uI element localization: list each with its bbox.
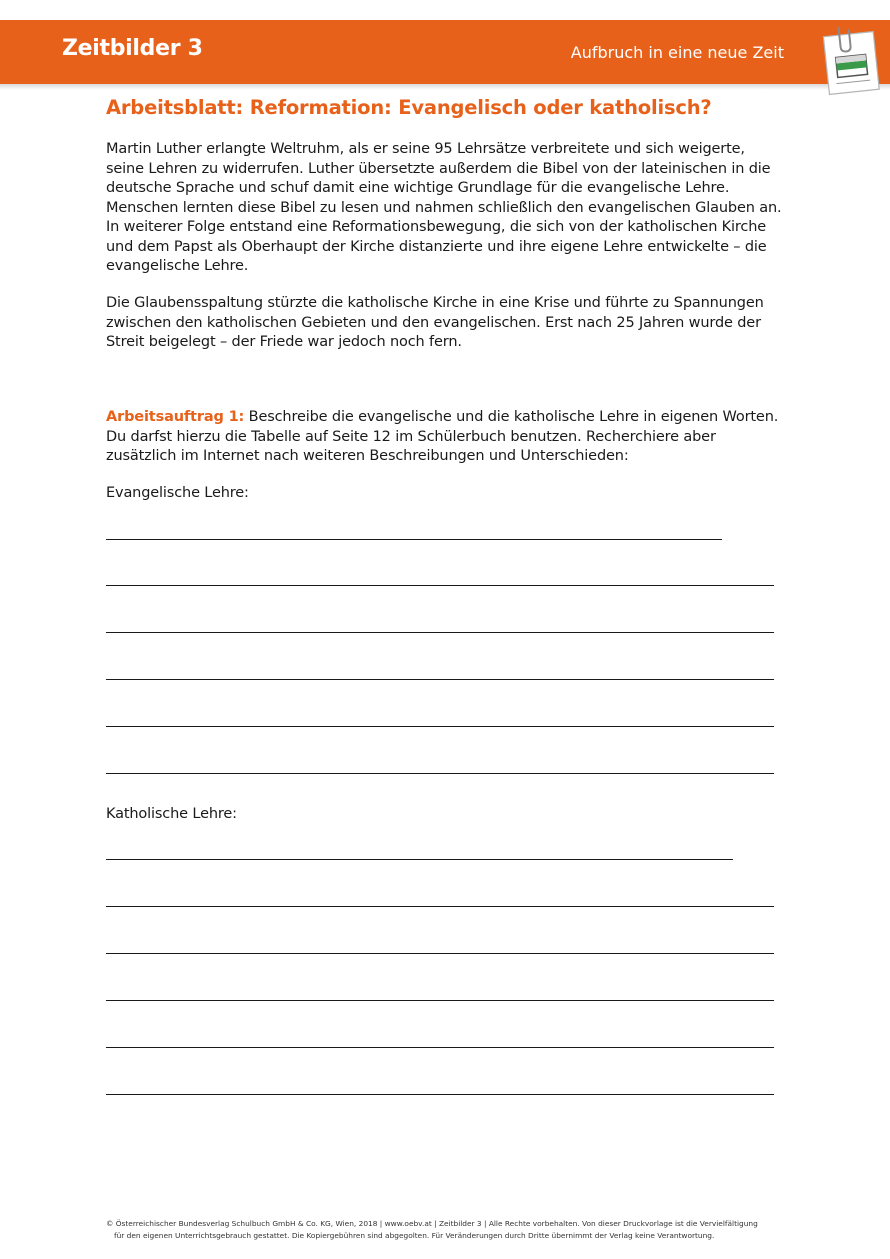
footer-line-2: für den eigenen Unterrichtsgebrauch gestattet. Die Kopiergebühren sind abgegolten. Für Veränderungen durch Dritte übernimmt der Verlag keine Verantwortung. — [114, 1231, 715, 1240]
header-shadow — [0, 84, 890, 90]
task-text: Beschreibe die evangelische und die katholische Lehre in eigenen Worten. Du darfst hierzu die Tabelle auf Seite 12 im Schülerbuch benutzen. Recherchiere aber zusätzlich im Internet nach weiteren Beschreibungen und Unterschieden: — [106, 409, 779, 464]
intro-paragraph: Martin Luther erlangte Weltruhm, als er seine 95 Lehrsätze verbreitete und sich weigerte, seine Lehren zu widerrufen. Luther übersetzte außerdem die Bibel von der lateinischen in die deutsche Sprache und schuf damit eine wichtige Grundlage für die evangelische Lehre. Menschen lernten diese Bibel zu lesen und nahmen schließlich den evangelischen Glauben an. In weiterer Folge entstand eine Reformationsbewegung, die sich von der katholischen Kirche und dem Papst als Oberhaupt der Kirche distanzierte und ihre eigene Lehre entwickelte – die evangelische Lehre. — [106, 141, 782, 274]
header-subtitle: Aufbruch in eine neue Zeit — [570, 43, 784, 62]
task-label: Arbeitsauftrag 1: — [106, 409, 245, 425]
answer-line[interactable] — [106, 859, 733, 860]
worksheet-clip-icon — [818, 20, 884, 96]
answer-line[interactable] — [106, 1094, 774, 1095]
answer-line[interactable] — [106, 1000, 774, 1001]
catholic-section-label: Katholische Lehre: — [106, 806, 237, 822]
answer-line[interactable] — [106, 726, 774, 727]
evangelical-section-label: Evangelische Lehre: — [106, 485, 249, 501]
brand-title: Zeitbilder 3 — [62, 36, 203, 61]
context-paragraph: Die Glaubensspaltung stürzte die katholische Kirche in eine Krise und führte zu Spannungen zwischen den katholischen Gebieten und den evangelischen. Erst nach 25 Jahren wurde der Streit beigelegt – der Friede war jedoch noch fern. — [106, 295, 764, 350]
answer-line[interactable] — [106, 1047, 774, 1048]
task-instructions — [106, 408, 786, 467]
answer-line[interactable] — [106, 953, 774, 954]
answer-line[interactable] — [106, 679, 774, 680]
worksheet-title: Arbeitsblatt: Reformation: Evangelisch oder katholisch? — [106, 96, 712, 119]
answer-line[interactable] — [106, 632, 774, 633]
copyright-footer — [106, 1218, 796, 1242]
answer-line[interactable] — [106, 539, 722, 540]
answer-line[interactable] — [106, 906, 774, 907]
answer-line[interactable] — [106, 773, 774, 774]
footer-line-1: © Österreichischer Bundesverlag Schulbuch GmbH & Co. KG, Wien, 2018 | www.oebv.at | Zeitbilder 3 | Alle Rechte vorbehalten. Von dieser Druckvorlage ist die Vervielfältigung — [106, 1219, 758, 1228]
answer-line[interactable] — [106, 585, 774, 586]
